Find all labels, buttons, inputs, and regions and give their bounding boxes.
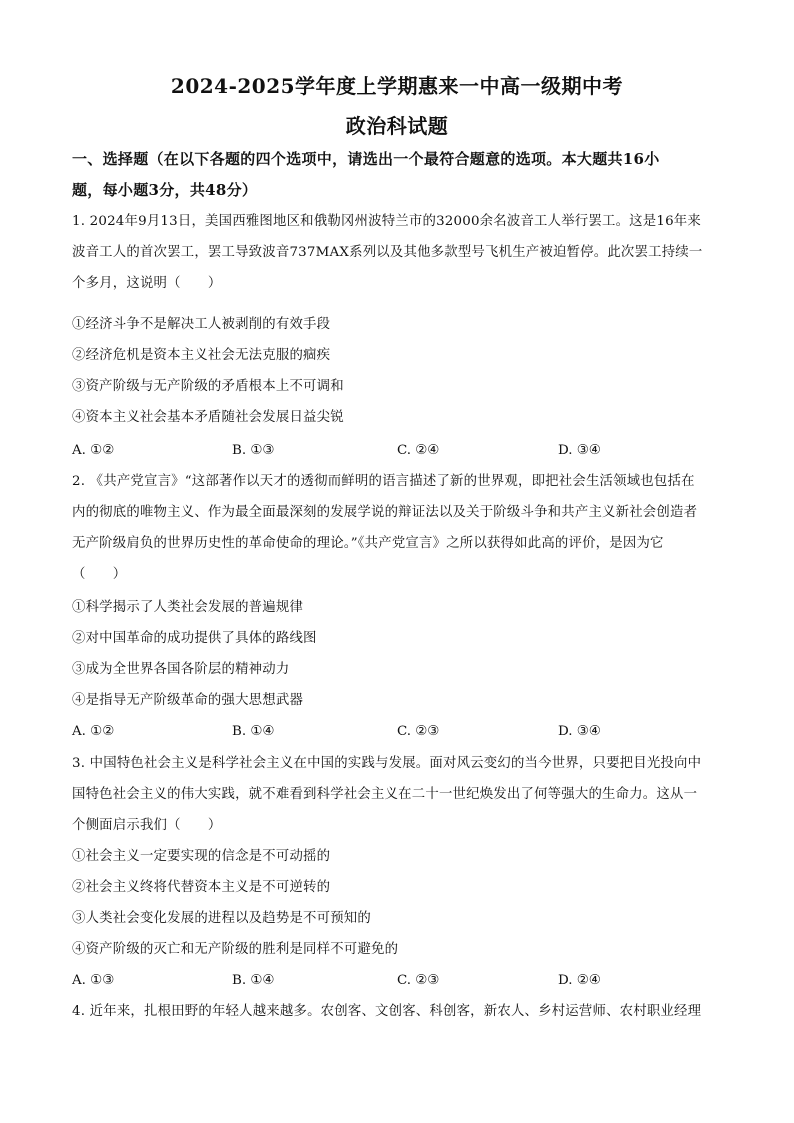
question-line: 2. 《共产党宣言》“这部著作以天才的透彻而鲜明的语言描述了新的世界观，即把社会生活领域也包括在 (72, 474, 695, 489)
question-1-stem (72, 206, 722, 299)
question-1-options (72, 309, 722, 433)
choice-d[interactable]: D. ③④ (558, 724, 601, 739)
option-statement: ②社会主义终将代替资本主义是不可逆转的 (72, 880, 331, 895)
section-heading (72, 144, 722, 206)
option-statement: ④资产阶级的灭亡和无产阶级的胜利是同样不可避免的 (72, 942, 399, 957)
question-line: 个侧面启示我们（ ） (72, 818, 222, 833)
option-statement: ③成为全世界各国各阶层的精神动力 (72, 662, 290, 677)
question-line: 国特色社会主义的伟大实践，就不难看到科学社会主义在二十一世纪焕发出了何等强大的生命力。这从一 (72, 787, 698, 802)
option-statement: ①经济斗争不是解决工人被剥削的有效手段 (72, 317, 331, 332)
question-2-stem (72, 466, 722, 590)
choice-d[interactable]: D. ②④ (558, 973, 601, 988)
question-line: 1. 2024年9月13日，美国西雅图地区和俄勒冈州波特兰市的32000余名波音工人举行罢工。这是16年来 (72, 214, 701, 229)
question-2-options (72, 592, 722, 716)
option-statement: ②对中国革命的成功提供了具体的路线图 (72, 631, 317, 646)
exam-subtitle: 政治科试题 (345, 114, 449, 138)
option-statement: ②经济危机是资本主义社会无法克服的痼疾 (72, 348, 331, 363)
choice-b[interactable]: B. ①③ (232, 443, 275, 458)
section-heading-line: 一、选择题（在以下各题的四个选项中，请选出一个最符合题意的选项。本大题共16小 (72, 150, 660, 168)
question-line: 3. 中国特色社会主义是科学社会主义在中国的实践与发展。面对风云变幻的当今世界，只要把目光投向中 (72, 756, 702, 771)
question-line: 4. 近年来，扎根田野的年轻人越来越多。农创客、文创客、科创客，新农人、乡村运营师、农村职业经理 (72, 1004, 702, 1019)
choice-c[interactable]: C. ②③ (397, 724, 440, 739)
option-statement: ④资本主义社会基本矛盾随社会发展日益尖锐 (72, 410, 344, 425)
choice-a[interactable]: A. ①② (72, 724, 115, 739)
question-line: 个多月，这说明（ ） (72, 276, 222, 291)
choice-c[interactable]: C. ②③ (397, 973, 440, 988)
choice-c[interactable]: C. ②④ (397, 443, 440, 458)
option-statement: ④是指导无产阶级革命的强大思想武器 (72, 693, 304, 708)
question-line: 内的彻底的唯物主义、作为最全面最深刻的发展学说的辩证法以及关于阶级斗争和共产主义新社会创造者 (72, 505, 698, 520)
choice-a[interactable]: A. ①③ (72, 973, 115, 988)
question-2-choices (72, 716, 722, 747)
question-line: 无产阶级肩负的世界历史性的革命使命的理论。”《共产党宣言》之所以获得如此高的评价，是因为它 (72, 536, 664, 551)
question-line: （ ） (72, 567, 127, 582)
question-4-stem (72, 996, 722, 1027)
choice-b[interactable]: B. ①④ (232, 724, 275, 739)
option-statement: ③人类社会变化发展的进程以及趋势是不可预知的 (72, 911, 371, 926)
choice-b[interactable]: B. ①④ (232, 973, 275, 988)
question-3-options (72, 841, 722, 965)
section-heading-line: 题，每小题3分，共48分） (72, 181, 258, 199)
option-statement: ①科学揭示了人类社会发展的普遍规律 (72, 600, 304, 615)
question-line: 波音工人的首次罢工，罢工导致波音737MAX系列以及其他多款型号飞机生产被迫暂停。此次罢工持续一 (72, 245, 703, 260)
question-3-choices (72, 965, 722, 996)
question-1-choices (72, 435, 722, 466)
choice-d[interactable]: D. ③④ (558, 443, 601, 458)
option-statement: ③资产阶级与无产阶级的矛盾根本上不可调和 (72, 379, 344, 394)
choice-a[interactable]: A. ①② (72, 443, 115, 458)
question-3-stem (72, 748, 722, 841)
exam-title: 2024-2025学年度上学期惠来一中高一级期中考 (170, 74, 624, 98)
option-statement: ①社会主义一定要实现的信念是不可动摇的 (72, 849, 331, 864)
